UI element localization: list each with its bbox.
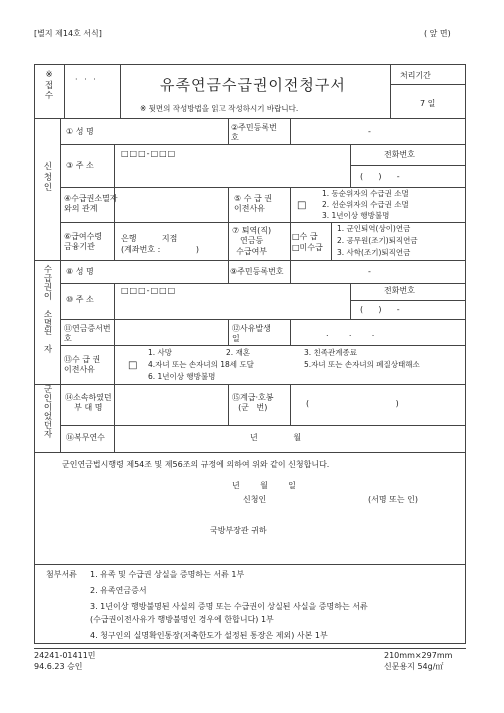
claimant-relation-label: ④수급권소멸자 와의 관계 [64,194,118,214]
claimant-name-label: ① 성 명 [66,127,94,136]
footer-paper: 신문용지 54g/㎡ [384,662,444,671]
extinct-reason-2: 2. 재혼 [226,348,251,357]
military-years-value[interactable]: 년 월 [250,433,302,442]
processing-label: 처리기간 [400,71,431,80]
extinct-address-label: ⑩ 주 소 [66,295,94,304]
attachment-item-3: 3. 1년이상 행방불명된 사실의 증명 또는 수급권이 상실된 사실을 증명하는 서류 [90,602,368,611]
extinct-date-value[interactable]: . . . [326,329,375,338]
declaration-applicant: 신청인 [243,495,267,504]
claimant-reason-label: ⑤ 수 급 권 이전사유 [234,194,272,214]
claimant-retire-type-2: 2. 공무원(조기)퇴직연금 [337,236,418,245]
military-years-label: ⑯복무연수 [66,433,105,442]
extinct-reason-1: 1. 사망 [148,348,173,357]
extinct-date-label: ⑫사유발생 일 [232,324,271,344]
receipt-dots: · · · [75,75,98,84]
extinct-id-value[interactable]: - [368,267,371,276]
extinct-name-label: ⑧ 성 명 [66,267,94,276]
claimant-reason-1: 1. 동순위자의 수급권 소멸 [322,189,409,198]
attachment-item-3-note: (수급권이전사유가 행방불명인 경우에 한합니다) 1부 [90,615,274,624]
footer-approved: 94.6.23 승인 [34,662,83,671]
attachments-label: 첨부서류 [46,570,77,579]
attachment-item-1: 1. 유족 및 수급권 상실을 증명하는 서류 1부 [90,570,245,579]
declaration-sign[interactable]: (서명 또는 인) [368,495,418,504]
claimant-phone-label: 전화번호 [384,150,415,159]
claimant-retire-yes[interactable]: □수 급 [292,232,318,241]
claimant-section-label: 신 청 인 [43,162,53,194]
military-section-label: 군 인 이 었 던 자 [43,385,53,440]
extinct-reason-checkbox[interactable]: □ [128,360,138,371]
claimant-id-label: ②주민등록번 호 [231,123,277,143]
military-unit-label: ⑭소속하였던 부 대 명 [65,393,112,413]
claimant-bank-label: ⑥급여수령 금융기관 [64,232,103,252]
claimant-address-value[interactable]: □□□-□□□ [121,149,177,158]
declaration-date[interactable]: 년 월 일 [232,481,296,490]
receipt-label: ※ 접 수 [44,70,54,102]
extinct-reason-label: ⑬수 급 권 이전사유 [64,355,101,375]
footer-code: 24241-01411민 [34,651,96,660]
claimant-bank-value[interactable]: 은행 지점 [121,234,178,243]
extinct-phone-value[interactable]: ( ) - [360,305,400,314]
claimant-phone-value[interactable]: ( ) - [360,172,400,181]
processing-value: 7 일 [420,99,436,108]
claimant-retire-no[interactable]: □미수급 [292,243,323,252]
claimant-address-label: ③ 주 소 [66,161,94,170]
extinct-id-label: ⑨주민등록번호 [230,267,284,276]
claimant-retire-type-1: 1. 군인퇴역(상이)연금 [337,224,411,233]
claimant-retire-label: ⑦ 퇴역(직) 연금등 수급여부 [232,226,272,256]
military-rank-label: ⑮계급·호봉 (군 번) [232,393,274,413]
claimant-reason-checkbox[interactable]: □ [297,200,307,211]
claimant-retire-type-3: 3. 사학(조기)퇴직연금 [337,248,411,257]
declaration-text: 군인연금법시행령 제54조 및 제56조의 규정에 의하여 위와 같이 신청합니다. [62,460,330,469]
form-title: 유족연금수급권이전청구서 [160,76,346,94]
military-rank-value[interactable]: ( ) [306,399,399,408]
form-note: ※ 뒷면의 작성방법을 읽고 작성하시기 바랍니다. [140,104,299,113]
attachment-item-4: 4. 청구인의 실명확인통장(저축한도가 설정된 통장은 제외) 사본 1부 [90,631,328,640]
extinct-reason-5: 5.자녀 또는 손자녀의 폐질상태해소 [304,360,420,369]
footer-size: 210mm×297mm [384,651,453,660]
extinct-address-value[interactable]: □□□-□□□ [121,286,177,295]
page-side: ( 앞 면) [424,29,451,38]
claimant-id-value[interactable]: - [368,127,371,136]
attachment-item-2: 2. 유족연금증서 [90,586,147,595]
extinct-reason-6: 6. 1년이상 행방불명 [148,372,216,381]
claimant-reason-2: 2. 선순위자의 수급권 소멸 [322,200,409,209]
form-number: [별지 제14호 서식] [34,29,102,38]
declaration-addressee: 국방부장관 귀하 [210,526,267,535]
extinct-section-label: 수 급 권 이 소 멸 된 자 [43,265,53,356]
claimant-account-value[interactable]: (계좌번호 : ) [121,245,199,254]
extinct-phone-label: 전화번호 [384,286,415,295]
extinct-reason-4: 4.자녀 또는 손자녀의 18세 도달 [148,360,254,369]
claimant-reason-3: 3. 1년이상 행방불명 [322,211,390,220]
extinct-cert-label: ⑪연금증서번 호 [64,324,111,344]
extinct-reason-3: 3. 친족관계종료 [304,348,358,357]
